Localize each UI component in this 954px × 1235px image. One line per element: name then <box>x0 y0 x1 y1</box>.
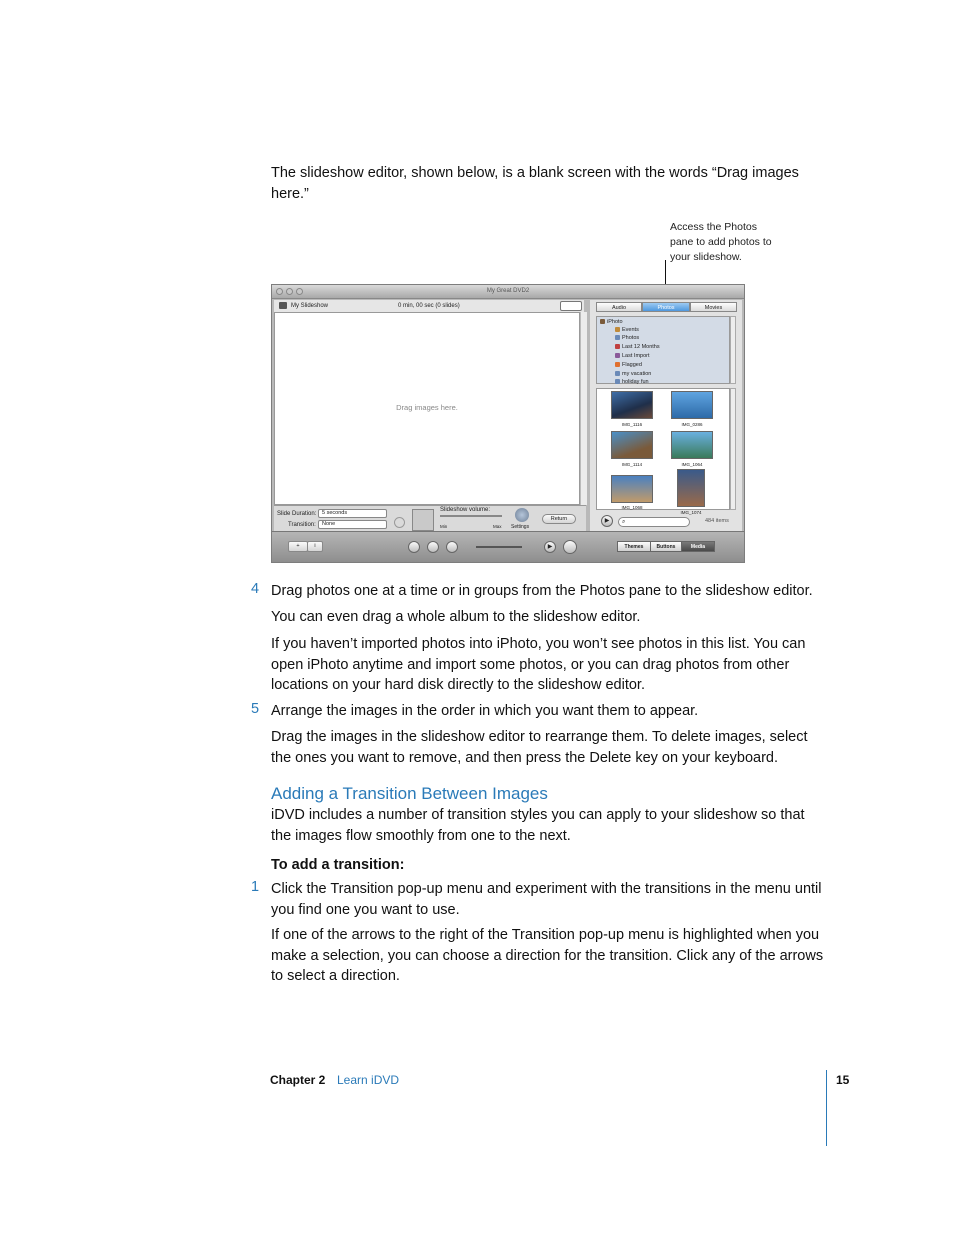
window-title: My Great DVD2 <box>486 288 530 294</box>
events-icon <box>615 327 620 332</box>
view-toggle-icon[interactable] <box>560 301 582 311</box>
thumbnail-label: IMG_1114 <box>621 462 643 467</box>
body-paragraph: Drag the images in the slideshow editor to rearrange them. To delete images, select the ones you want to remove, and then press the Delete key on your keyboard. <box>271 729 808 766</box>
step-number: 1 <box>251 879 260 895</box>
thumbnail-label: IMG_1064 <box>681 462 703 467</box>
import-icon <box>615 353 620 358</box>
body-paragraph: If you haven’t imported photos into iPhoto, you won’t see photos in this list. You can open iPhoto anytime and import some photos, or you can drag photos from other locations on your hard disk directly to the slideshow editor. <box>271 636 806 693</box>
slideshow-drop-area[interactable] <box>274 312 580 505</box>
drag-images-text: Drag images here. <box>396 403 458 412</box>
slideshow-icon <box>279 302 287 309</box>
slide-duration-popup[interactable]: 5 seconds <box>318 509 387 518</box>
tab-media[interactable]: Media <box>681 541 715 552</box>
transition-popup[interactable]: None <box>318 520 387 529</box>
photo-thumbnail[interactable] <box>611 391 653 419</box>
list-item[interactable]: Last Import <box>615 353 650 359</box>
calendar-icon <box>615 344 620 349</box>
step-text: Arrange the images in the order in which you want them to appear. <box>271 703 699 719</box>
speaker-icon <box>412 509 434 531</box>
media-pane <box>590 300 742 533</box>
footer-chapter: Chapter 2 <box>270 1073 326 1087</box>
tab-themes[interactable]: Themes <box>617 541 651 552</box>
footer-divider <box>826 1070 827 1146</box>
step-number: 5 <box>251 701 260 717</box>
task-heading: To add a transition: <box>271 857 405 873</box>
motion-icon[interactable] <box>446 541 458 553</box>
info-button[interactable]: i <box>307 541 323 552</box>
volume-label: Slideshow volume: <box>440 507 491 513</box>
body-paragraph: You can even drag a whole album to the slideshow editor. <box>271 609 641 625</box>
iphoto-icon <box>600 319 605 324</box>
transition-label: Transition: <box>288 522 316 528</box>
footer-chapter-title: Learn iDVD <box>337 1073 400 1087</box>
tab-audio[interactable]: Audio <box>596 302 642 312</box>
search-icon: ⌕ <box>622 519 626 525</box>
photo-thumbnail[interactable] <box>671 431 713 459</box>
thumbnail-label: IMG_1116 <box>621 422 643 427</box>
play-button[interactable]: ▶ <box>544 541 556 553</box>
list-item[interactable]: iPhoto <box>600 319 623 325</box>
album-icon <box>615 379 620 384</box>
thumbnail-label: IMG_0286 <box>681 422 703 427</box>
source-list-scrollbar[interactable] <box>730 316 736 384</box>
album-icon <box>615 371 620 376</box>
slideshow-controls <box>274 505 586 534</box>
volume-min: Min <box>440 524 448 529</box>
photo-browser-scrollbar[interactable] <box>730 388 736 510</box>
photo-thumbnail[interactable] <box>611 431 653 459</box>
intro-paragraph: The slideshow editor, shown below, is a blank screen with the words “Drag images here.” <box>271 165 799 202</box>
photo-thumbnail[interactable] <box>677 469 705 507</box>
step-number: 4 <box>251 581 260 597</box>
step-text: Drag photos one at a time or in groups from the Photos pane to the slideshow editor. <box>271 583 813 599</box>
flag-icon <box>615 362 620 367</box>
slideshow-scrollbar[interactable] <box>580 312 587 505</box>
return-button[interactable]: Return <box>542 514 576 524</box>
photo-source-list <box>596 316 730 384</box>
main-volume-slider[interactable] <box>476 546 522 548</box>
idvd-screenshot <box>271 284 745 563</box>
thumbnail-label: IMG_1074 <box>680 510 702 515</box>
step-text: Click the Transition pop-up menu and experiment with the transitions in the menu until you find one you want to use. <box>271 881 822 918</box>
map-icon[interactable] <box>408 541 420 553</box>
body-paragraph: iDVD includes a number of transition styles you can apply to your slideshow so that the images flow smoothly from one to the next. <box>271 807 805 844</box>
tab-movies[interactable]: Movies <box>690 302 737 312</box>
photos-icon <box>615 335 620 340</box>
list-item[interactable]: Photos <box>615 335 639 341</box>
bottom-toolbar <box>272 531 744 562</box>
tab-photos[interactable]: Photos <box>642 302 690 312</box>
photo-browser <box>596 388 730 515</box>
page-number: 15 <box>836 1073 850 1087</box>
gear-icon[interactable] <box>515 508 529 522</box>
item-count: 484 items <box>705 518 729 524</box>
volume-max: Max <box>493 524 502 529</box>
search-input[interactable] <box>618 517 690 527</box>
photos-pane-callout: Access the Photos pane to add photos to your slideshow. <box>670 221 772 263</box>
list-item[interactable]: Events <box>615 327 639 333</box>
body-paragraph: If one of the arrows to the right of the Transition pop-up menu is highlighted when you make a selection, you can choose a direction for the transition. Click any of the arrows to select a direction. <box>271 927 824 984</box>
list-item[interactable]: holiday fun <box>615 379 649 385</box>
settings-label: Settings <box>511 524 530 530</box>
direction-arrows-icon[interactable] <box>394 517 405 528</box>
burn-icon[interactable] <box>563 540 577 554</box>
thumbnail-label: IMG_1068 <box>621 505 643 510</box>
photo-thumbnail[interactable] <box>611 475 653 503</box>
add-button[interactable]: + <box>288 541 308 552</box>
play-preview-button[interactable]: ▶ <box>601 515 613 527</box>
list-item[interactable]: Flagged <box>615 362 642 368</box>
list-item[interactable]: my vacation <box>615 371 651 377</box>
volume-slider[interactable] <box>440 515 502 517</box>
loop-icon[interactable] <box>427 541 439 553</box>
slideshow-duration: 0 min, 00 sec (0 slides) <box>398 303 460 309</box>
section-heading: Adding a Transition Between Images <box>271 784 548 803</box>
list-item[interactable]: Last 12 Months <box>615 344 660 350</box>
tab-buttons[interactable]: Buttons <box>650 541 682 552</box>
window-titlebar <box>272 285 744 299</box>
slideshow-name: My Slideshow <box>291 303 329 309</box>
slide-duration-label: Slide Duration: <box>277 511 317 517</box>
photo-thumbnail[interactable] <box>671 391 713 419</box>
